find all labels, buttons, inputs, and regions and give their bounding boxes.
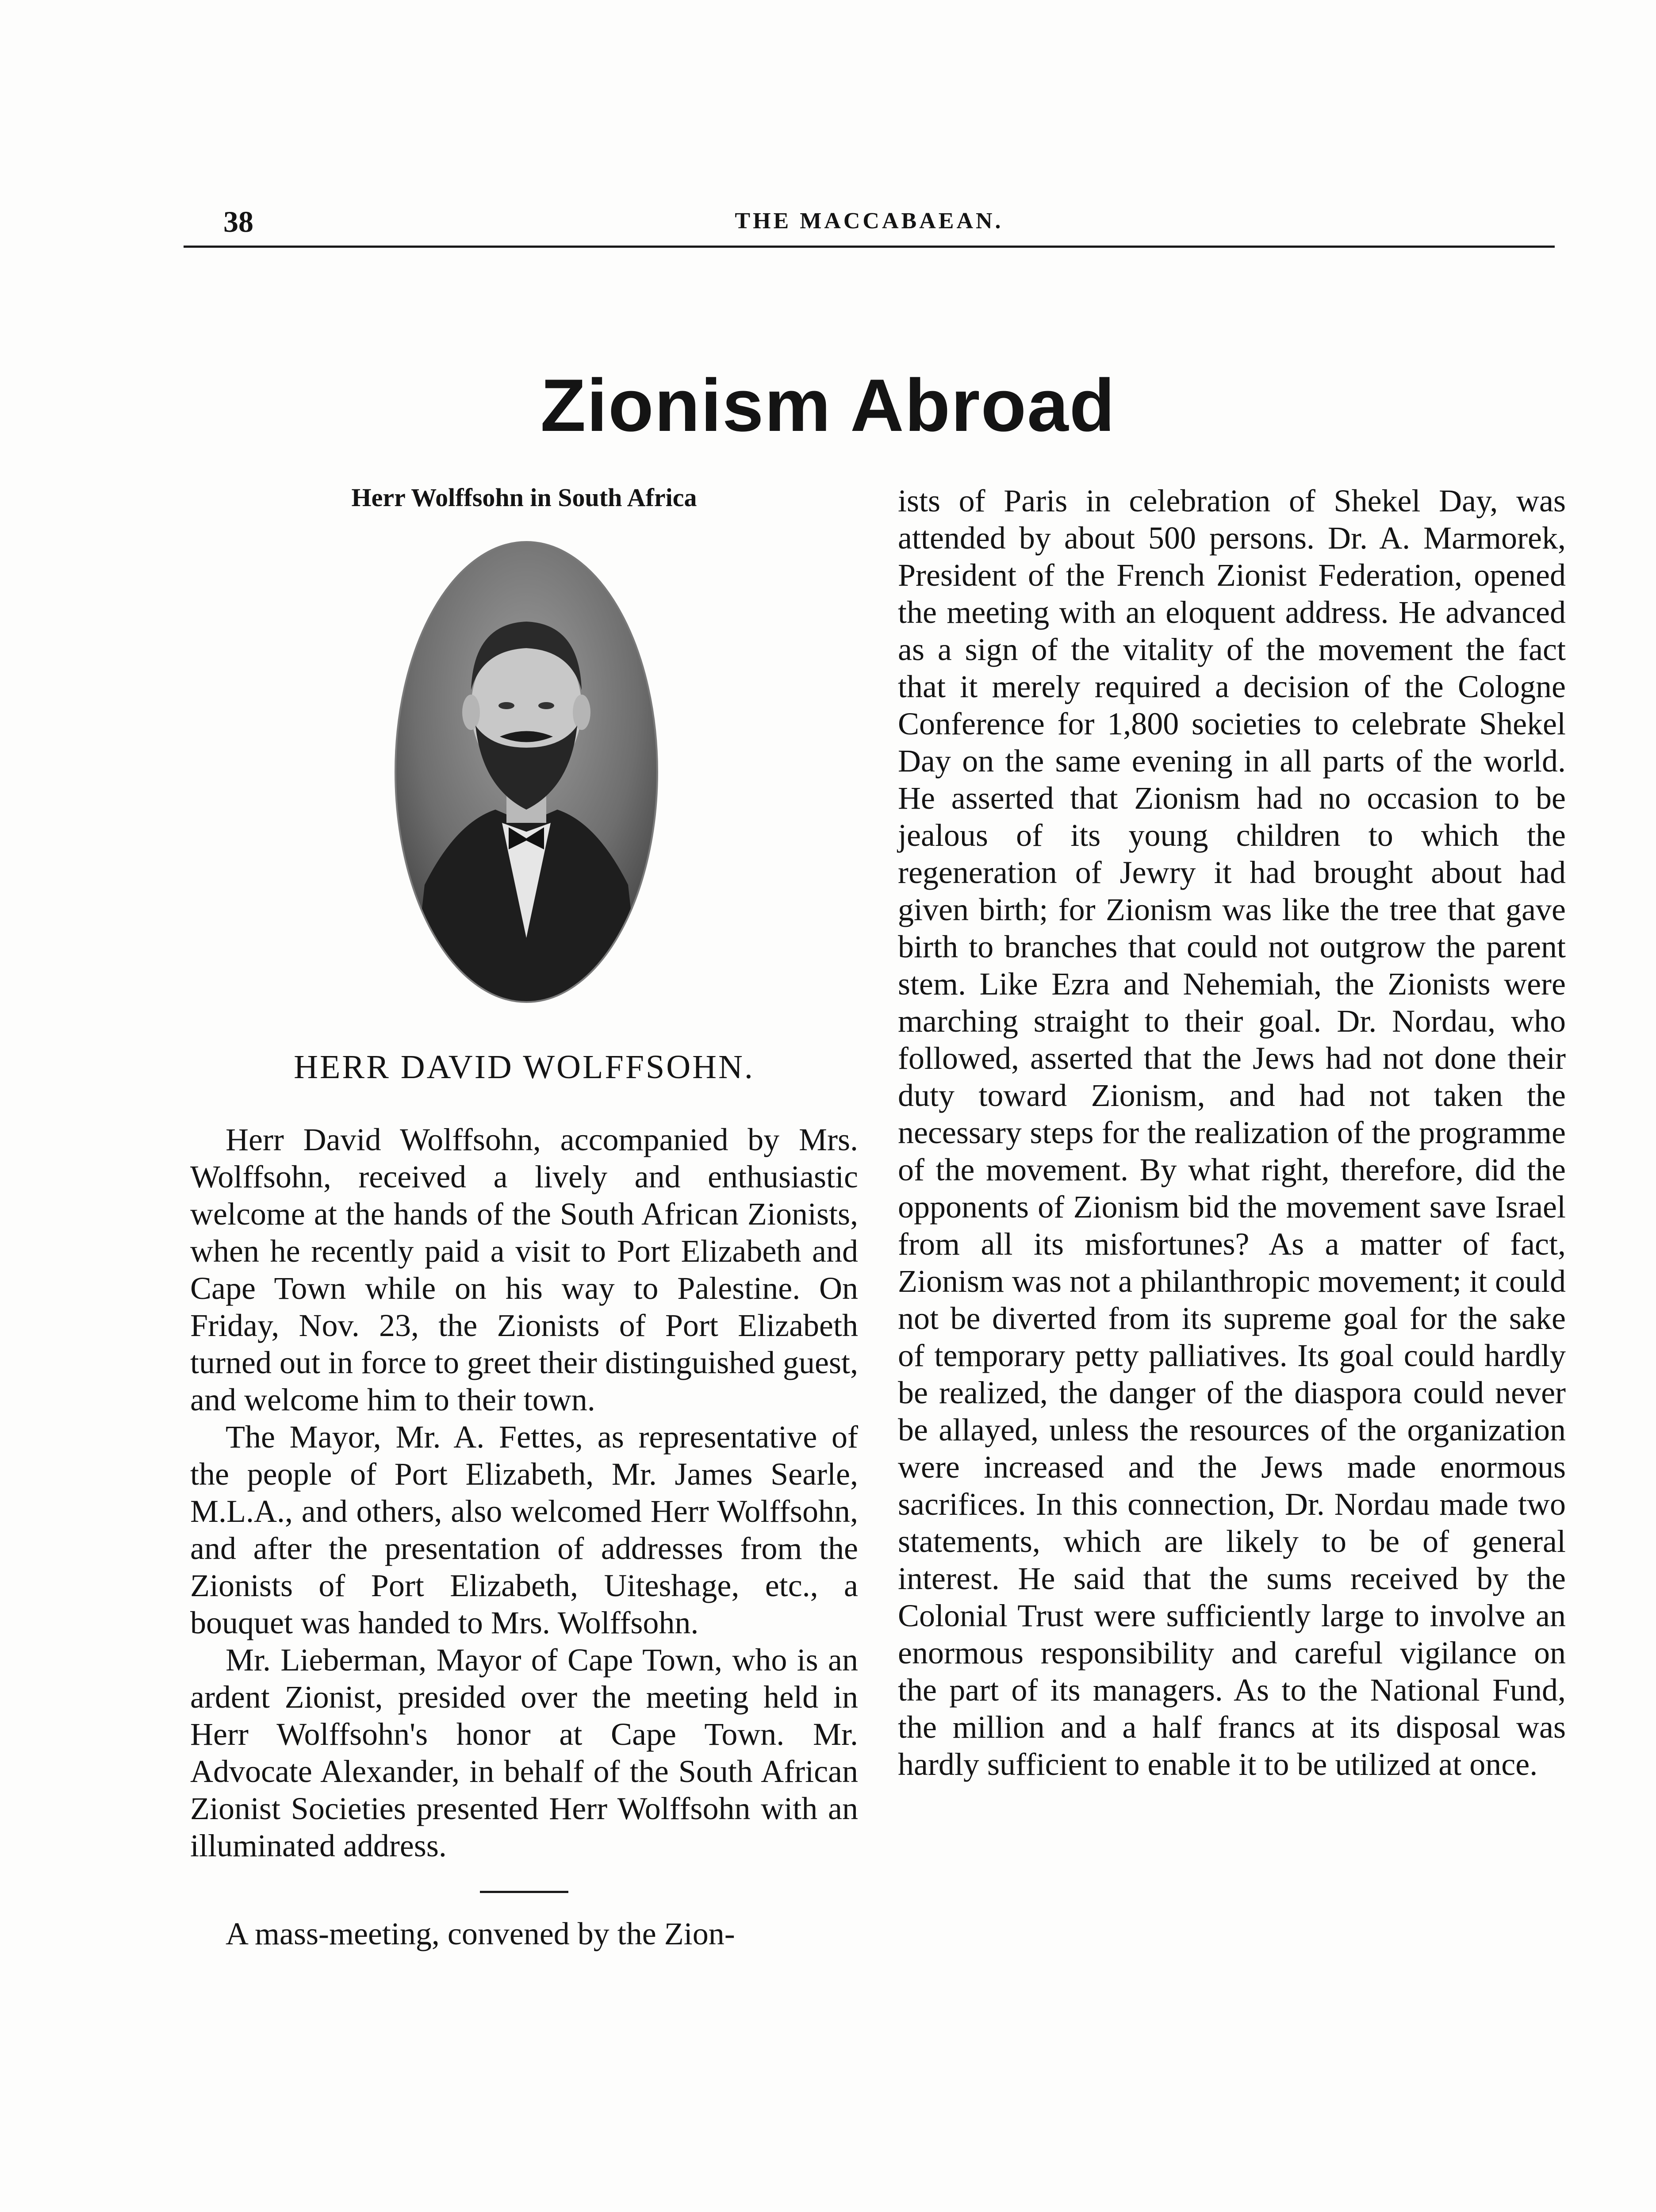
paragraph: The Mayor, Mr. A. Fettes, as representative of the people of Port Elizabeth, Mr. James Searle, M.L.A., and others, also welcomed Herr Wolffsohn, and after the presentation of addresses from the Zionists of Port Elizabeth, Uiteshage, etc., a bouquet was handed to Mrs. Wolffsohn. [190,1419,858,1640]
portrait-photo [394,540,659,1004]
section-subheading: Herr Wolffsohn in South Africa [351,483,697,512]
page-number: 38 [223,205,253,238]
article-title: Zionism Abroad [540,364,1116,447]
page-header [184,204,1555,249]
header-rule [184,246,1555,248]
left-column [190,482,858,1952]
portrait-figure [190,540,858,1022]
paragraph: ists of Paris in celebration of Shekel Day, was attended by about 500 persons. Dr. A. Marmorek, President of the French Zionist Federation, opened the meeting with an eloquent address. He advanced as a sign of the vitality of the movement the fact that it merely required a decision of the Cologne Conference for 1,800 societies to celebrate Shekel Day on the same evening in all parts of the world. He asserted that Zionism had no occasion to be jealous of its young children to which the regeneration of Jewry it had brought about had given birth; for Zionism was like the tree that gave birth to branches that could not outgrow the parent stem. Like Ezra and Nehemiah, the Zionists were marching straight to their goal. Dr. Nordau, who followed, asserted that the Jews had not done their duty toward Zionism, and had not taken the necessary steps for the realization of the programme of the movement. By what right, therefore, did the opponents of Zionism bid the movement save Israel from all its misfortunes? As a matter of fact, Zionism was not a philanthropic movement; it could not be diverted from its supreme goal for the sake of temporary petty palliatives. Its goal could hardly be realized, the danger of the diaspora could never be allayed, unless the resources of the organization were increased and the Jews made enormous sacrifices. In this connection, Dr. Nordau made two statements, which are likely to be of general interest. He said that the sums received by the Colonial Trust were sufficiently large to involve an enormous responsibility and careful vigilance on the part of its managers. As to the National Fund, the million and a half francs at its disposal was hardly sufficient to enable it to be utilized at once. [898,483,1566,1782]
section-divider [480,1891,568,1893]
running-head: THE MACCABAEAN. [735,208,1004,234]
paragraph: A mass-meeting, convened by the Zion- [226,1916,735,1951]
right-column [898,482,1566,1783]
paragraph: Mr. Lieberman, Mayor of Cape Town, who is an ardent Zionist, presided over the meeting held in Herr Wolffsohn's honor at Cape Town. Mr. Advocate Alexander, in behalf of the South African Zionist Societies presented Herr Wolffsohn with an illuminated address. [190,1642,858,1863]
paragraph: Herr David Wolffsohn, accompanied by Mrs. Wolffsohn, received a lively and enthusiastic welcome at the hands of the South African Zionists, when he recently paid a visit to Port Elizabeth and Cape Town while on his way to Palestine. On Friday, Nov. 23, the Zionists of Port Elizabeth turned out in force to greet their distinguished guest, and welcome him to their town. [190,1122,858,1417]
portrait-caption: HERR DAVID WOLFFSOHN. [294,1048,755,1086]
